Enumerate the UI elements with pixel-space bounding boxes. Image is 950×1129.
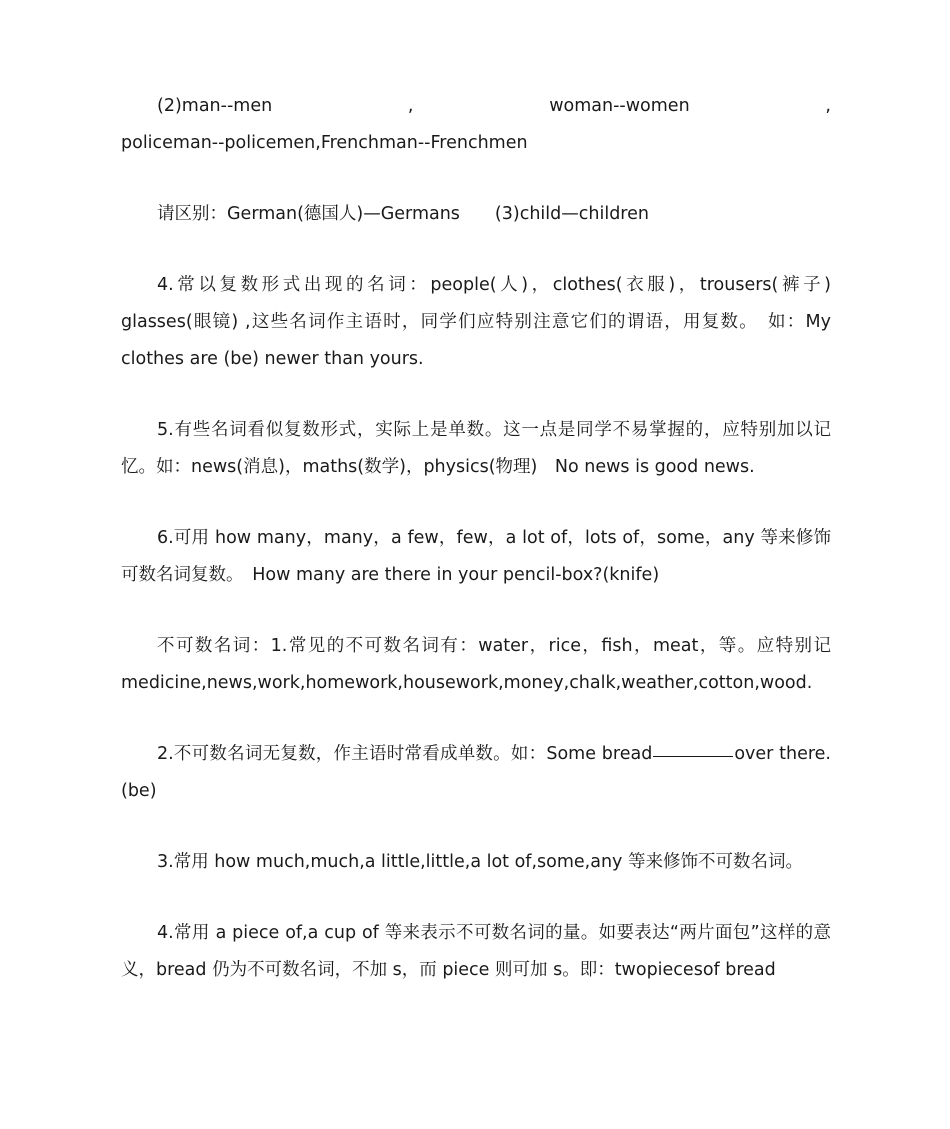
text-comma: , [407, 96, 414, 116]
text-after-blank: over there.(be) [121, 744, 831, 801]
paragraph-plural-men [121, 88, 831, 162]
paragraph-countable-modifiers: 6.可用 how many，many，a few，few，a lot of，lots of，some，any 等来修饰可数名词复数。 How many are there in your pencil-box?(knife) [121, 528, 831, 585]
paragraph-uncountable-singular [121, 736, 831, 810]
text-before-blank: 2.不可数名词无复数，作主语时常看成单数。如：Some bread [157, 744, 653, 764]
paragraph-plural-form-nouns: 4.常以复数形式出现的名词：people(人)，clothes(衣服)，trousers(裤子) glasses(眼镜) ,这些名词作主语时，同学们应特别注意它们的谓语，用复数。 如：My clothes are (be) newer than yours. [121, 275, 831, 369]
paragraph-singular-looking-plural: 5.有些名词看似复数形式，实际上是单数。这一点是同学不易掌握的，应特别加以记忆。如：news(消息)，maths(数学)，physics(物理) No news is good news. [121, 420, 831, 477]
document-page [121, 88, 831, 1023]
paragraph-german-child: 请区别：German(德国人)—Germans (3)child—children [157, 204, 649, 224]
paragraph-quantity-expressions: 4.常用 a piece of,a cup of 等来表示不可数名词的量。如要表达“两片面包”这样的意义，bread 仍为不可数名词，不加 s，而 piece 则可加 s。即：twopiecesof bread [121, 923, 831, 980]
paragraph-uncountable-modifiers: 3.常用 how much,much,a little,little,a lot of,some,any 等来修饰不可数名词。 [157, 852, 803, 872]
text-woman-women: woman--women [549, 96, 690, 116]
paragraph-uncountable-nouns: 不可数名词：1.常见的不可数名词有：water，rice，fish，meat，等。应特别记medicine,news,work,homework,housework,money,chalk,weather,cotton,wood. [121, 636, 831, 693]
text-policeman-frenchman: policeman--policemen,Frenchman--Frenchmen [121, 133, 528, 153]
paragraph-line [121, 88, 831, 125]
text-man-men: (2)man--men [157, 96, 273, 116]
fill-in-blank [653, 756, 733, 757]
text-comma: , [825, 96, 831, 116]
